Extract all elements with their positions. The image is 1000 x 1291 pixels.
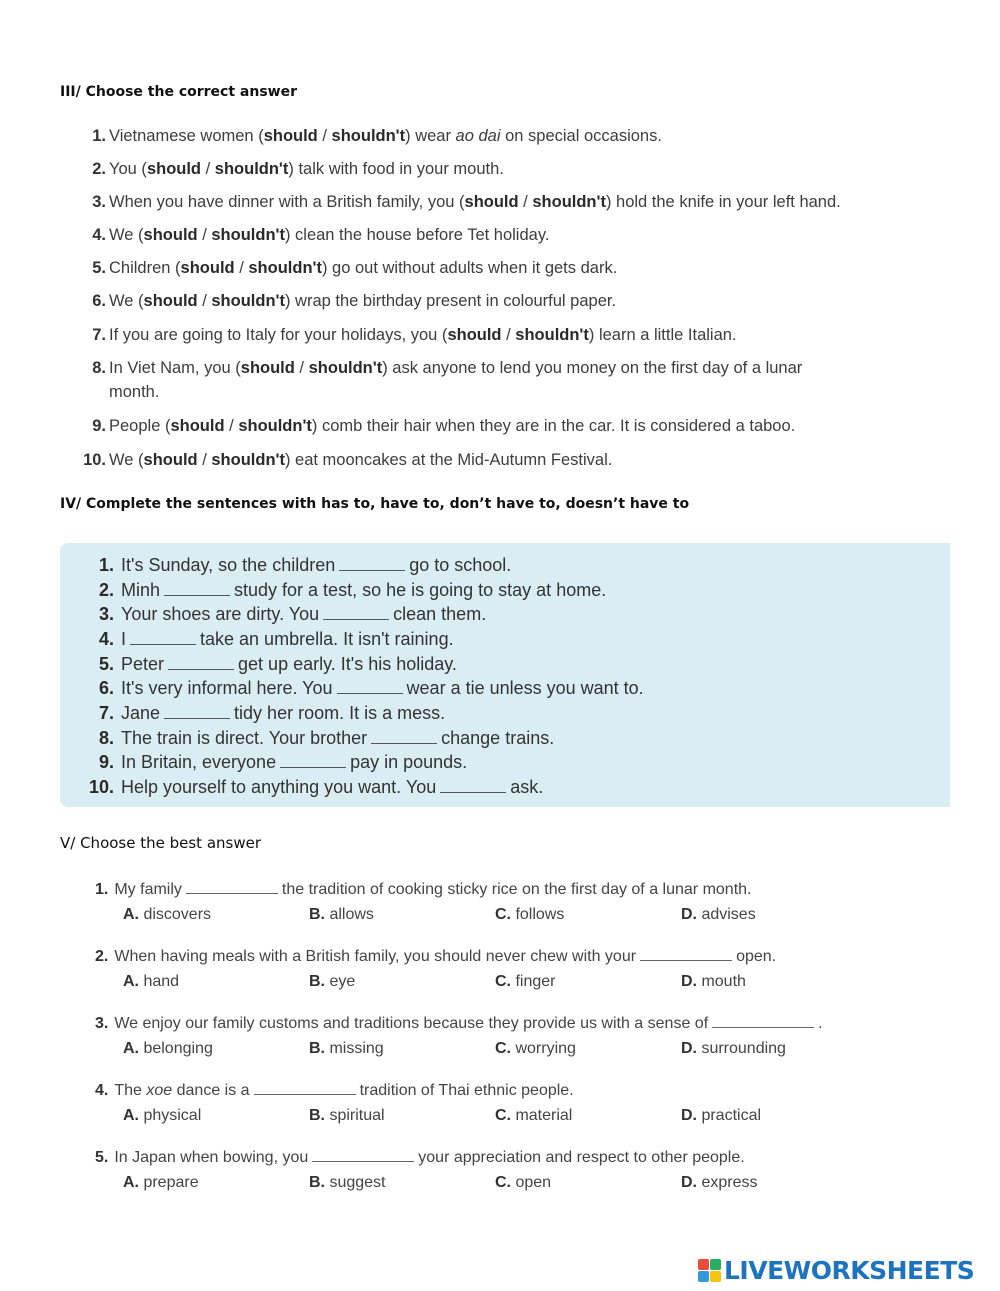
s3-item-9: 9. People (should / shouldn't) comb their hair when they are in the car. It is considered a taboo. — [92, 417, 796, 435]
liveworksheets-logo-icon — [698, 1259, 721, 1282]
s3-option-should[interactable]: should — [263, 127, 318, 145]
section-5-heading: V/ Choose the best answer — [60, 834, 262, 852]
answer-blank[interactable] — [280, 750, 346, 768]
section-3-heading: III/ Choose the correct answer — [60, 84, 297, 100]
s4-item-7: 7. Jane tidy her room. It is a mess. — [98, 703, 446, 723]
s4-item-9: 9. In Britain, everyone pay in pounds. — [98, 752, 468, 772]
answer-blank[interactable] — [712, 1011, 814, 1028]
answer-blank[interactable] — [186, 877, 278, 894]
option-d[interactable]: D. mouth — [681, 973, 746, 990]
s5-question-2: 2. When having meals with a British family, you should never chew with your open. — [95, 944, 776, 968]
s3-item-3: 3. When you have dinner with a British family, you (should / shouldn't) hold the knife in your left hand. — [92, 193, 841, 211]
s3-option-should[interactable]: should — [143, 226, 198, 244]
answer-blank[interactable] — [640, 944, 732, 961]
s3-option-shouldnt[interactable]: shouldn't — [211, 451, 285, 469]
s3-option-shouldnt[interactable]: shouldn't — [331, 127, 406, 145]
section-4-heading: IV/ Complete the sentences with has to, have to, don’t have to, doesn’t have to — [60, 496, 690, 512]
option-c[interactable]: C. follows — [495, 906, 565, 923]
answer-blank[interactable] — [254, 1078, 356, 1095]
option-a[interactable]: A. discovers — [123, 906, 212, 923]
s3-option-should[interactable]: should — [240, 359, 295, 377]
option-b[interactable]: B. missing — [309, 1040, 384, 1057]
s4-item-8: 8. The train is direct. Your brother change trains. — [98, 728, 555, 748]
option-d[interactable]: D. express — [681, 1174, 758, 1191]
s4-item-5: 5. Peter get up early. It's his holiday. — [98, 654, 457, 674]
s3-option-should[interactable]: should — [180, 259, 235, 277]
s3-option-shouldnt[interactable]: shouldn't — [238, 417, 312, 435]
s3-option-shouldnt[interactable]: shouldn't — [214, 160, 289, 178]
option-b[interactable]: B. suggest — [309, 1174, 386, 1191]
s3-option-should[interactable]: should — [146, 160, 202, 178]
s3-item-5: 5. Children (should / shouldn't) go out without adults when it gets dark. — [92, 259, 618, 277]
option-a[interactable]: A. hand — [123, 973, 180, 990]
answer-blank[interactable] — [168, 652, 234, 670]
option-b[interactable]: B. spiritual — [309, 1107, 385, 1124]
option-a[interactable]: A. prepare — [123, 1174, 199, 1191]
s3-option-shouldnt[interactable]: shouldn't — [211, 226, 285, 244]
s4-item-6: 6. It's very informal here. You wear a tie unless you want to. — [98, 678, 644, 698]
answer-blank[interactable] — [337, 676, 403, 694]
s3-option-shouldnt[interactable]: shouldn't — [515, 326, 589, 344]
s3-option-shouldnt[interactable]: shouldn't — [532, 193, 606, 211]
option-c[interactable]: C. material — [495, 1107, 573, 1124]
s3-item-7: 7. If you are going to Italy for your holidays, you (should / shouldn't) learn a little Italian. — [92, 326, 737, 344]
s3-option-should[interactable]: should — [143, 451, 198, 469]
option-c[interactable]: C. worrying — [495, 1040, 576, 1057]
s4-item-3: 3. Your shoes are dirty. You clean them. — [98, 604, 487, 624]
answer-blank[interactable] — [339, 553, 405, 571]
s3-option-shouldnt[interactable]: shouldn't — [308, 359, 383, 377]
s3-option-should[interactable]: should — [170, 417, 225, 435]
s3-option-shouldnt[interactable]: shouldn't — [211, 292, 285, 310]
answer-blank[interactable] — [164, 578, 230, 596]
s3-item-4: 4. We (should / shouldn't) clean the house before Tet holiday. — [92, 226, 550, 244]
answer-blank[interactable] — [323, 602, 389, 620]
s3-option-should[interactable]: should — [464, 193, 519, 211]
logo-text: LIVEWORKSHEETS — [724, 1255, 975, 1285]
option-b[interactable]: B. allows — [309, 906, 374, 923]
s3-item-8: 8. In Viet Nam, you (should / shouldn't) ask anyone to lend you money on the first day of a lunar month. — [92, 359, 803, 401]
s3-item-2: 2. You (should / shouldn't) talk with food in your mouth. — [92, 160, 504, 178]
s4-item-1: 1. It's Sunday, so the children go to school. — [98, 555, 512, 575]
s4-item-2: 2. Minh study for a test, so he is going to stay at home. — [98, 580, 607, 600]
s5-question-3: 3. We enjoy our family customs and traditions because they provide us with a sense of . — [95, 1011, 823, 1035]
answer-blank[interactable] — [440, 775, 506, 793]
s5-question-4: 4. The xoe dance is a tradition of Thai ethnic people. — [95, 1078, 574, 1102]
s3-option-should[interactable]: should — [447, 326, 502, 344]
s3-item-1: 1. Vietnamese women (should / shouldn't) wear ao dai on special occasions. — [92, 127, 662, 145]
option-c[interactable]: C. finger — [495, 973, 556, 990]
liveworksheets-logo[interactable] — [698, 1254, 974, 1286]
s5-question-1: 1. My family the tradition of cooking sticky rice on the first day of a lunar month. — [95, 877, 751, 901]
s3-item-6: 6. We (should / shouldn't) wrap the birthday present in colourful paper. — [92, 292, 617, 310]
answer-blank[interactable] — [164, 701, 230, 719]
option-d[interactable]: D. advises — [681, 906, 756, 923]
s5-question-5: 5. In Japan when bowing, you your appreciation and respect to other people. — [95, 1145, 745, 1169]
s3-option-should[interactable]: should — [143, 292, 198, 310]
option-d[interactable]: D. surrounding — [681, 1040, 786, 1057]
s4-item-10: 10. Help yourself to anything you want. You ask. — [88, 777, 544, 797]
option-a[interactable]: A. belonging — [123, 1040, 213, 1057]
option-b[interactable]: B. eye — [309, 973, 356, 990]
answer-blank[interactable] — [371, 726, 437, 744]
option-c[interactable]: C. open — [495, 1174, 552, 1191]
option-d[interactable]: D. practical — [681, 1107, 762, 1124]
s3-option-shouldnt[interactable]: shouldn't — [248, 259, 322, 277]
s3-item-10: 10. We (should / shouldn't) eat mooncakes at the Mid-Autumn Festival. — [83, 451, 613, 469]
s4-item-4: 4. I take an umbrella. It isn't raining. — [98, 629, 454, 649]
answer-blank[interactable] — [130, 627, 196, 645]
answer-blank[interactable] — [312, 1145, 414, 1162]
option-a[interactable]: A. physical — [123, 1107, 202, 1124]
